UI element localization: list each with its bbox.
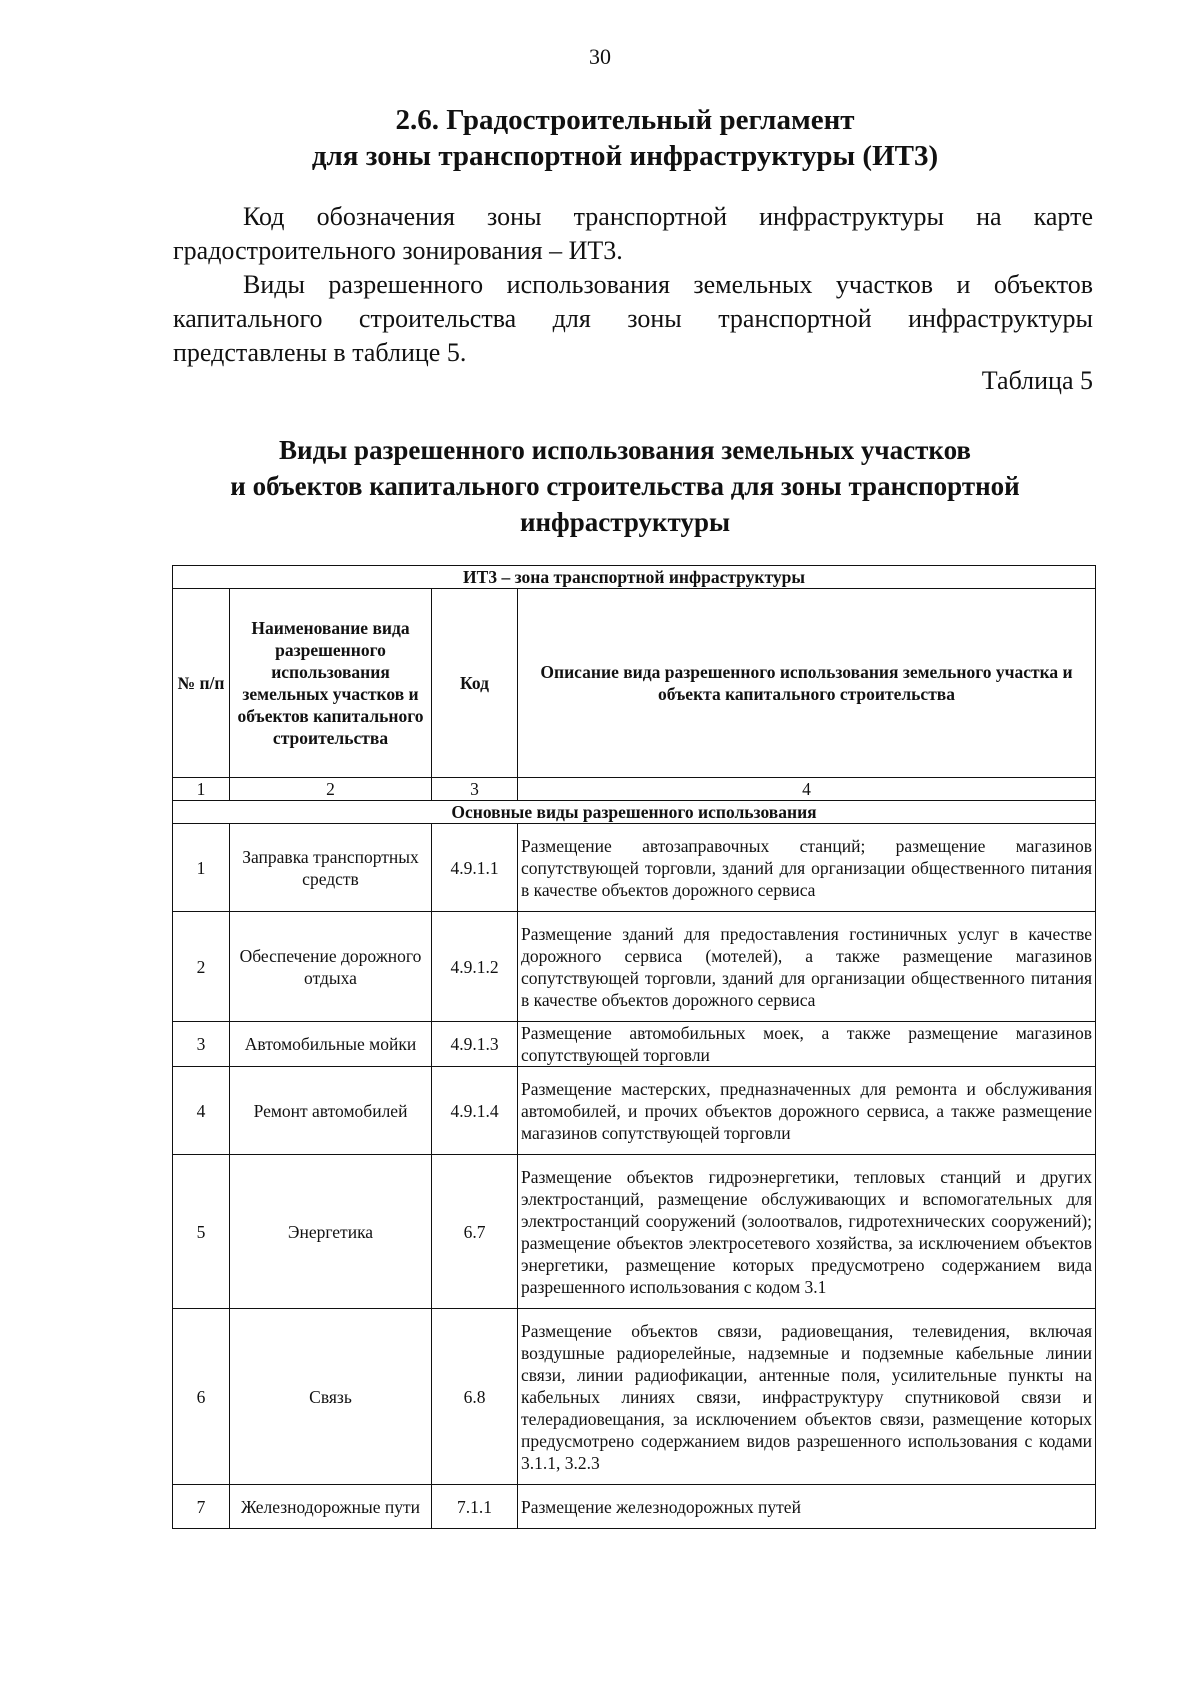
header-name: Наименование вида разрешенного использования земельных участков и объектов капитального строительства	[230, 589, 432, 778]
row-code: 4.9.1.1	[432, 824, 518, 912]
table-title-line-3: инфраструктуры	[519, 507, 731, 537]
table-row	[173, 1067, 1096, 1155]
row-code: 6.7	[432, 1155, 518, 1309]
header-code: Код	[432, 589, 518, 778]
row-description: Размещение мастерских, предназначенных для ремонта и обслуживания автомобилей, и прочих объектов дорожного сервиса, а также размещение магазинов сопутствующей торговли	[518, 1067, 1096, 1155]
row-code: 7.1.1	[432, 1485, 518, 1529]
table-zone-header-row	[173, 566, 1096, 589]
row-code: 6.8	[432, 1309, 518, 1485]
row-num: 2	[173, 912, 230, 1022]
row-name: Ремонт автомобилей	[230, 1067, 432, 1155]
row-name: Заправка транспортных средств	[230, 824, 432, 912]
row-name: Связь	[230, 1309, 432, 1485]
zone-header: ИТ3 – зона транспортной инфраструктуры	[173, 566, 1096, 589]
table-header-row	[173, 589, 1096, 778]
row-description: Размещение железнодорожных путей	[518, 1485, 1096, 1529]
row-description: Размещение зданий для предоставления гостиничных услуг в качестве дорожного сервиса (мотелей), а также размещение магазинов сопутствующей торговли, зданий для организации общественного питания в качестве объектов дорожного сервиса	[518, 912, 1096, 1022]
row-name: Обеспечение дорожного отдыха	[230, 912, 432, 1022]
table-row	[173, 912, 1096, 1022]
row-description: Размещение объектов связи, радиовещания, телевидения, включая воздушные радиорелейные, надземные и подземные кабельные линии связи, линии радиофикации, антенные поля, усилительные пункты на кабельных линиях связи, инфраструктуру спутниковой связи и телерадиовещания, за исключением объектов связи, размещение которых предусмотрено содержанием видов разрешенного использования с кодами 3.1.1, 3.2.3	[518, 1309, 1096, 1485]
row-num: 5	[173, 1155, 230, 1309]
column-number: 2	[230, 778, 432, 801]
row-code: 4.9.1.3	[432, 1022, 518, 1067]
row-description: Размещение автомобильных моек, а также размещение магазинов сопутствующей торговли	[518, 1022, 1096, 1067]
section-title-line-2: для зоны транспортной инфраструктуры (ИТ3)	[311, 140, 939, 172]
page-number: 30	[589, 44, 611, 69]
column-number: 3	[432, 778, 518, 801]
row-code: 4.9.1.4	[432, 1067, 518, 1155]
row-name: Автомобильные мойки	[230, 1022, 432, 1067]
row-num: 7	[173, 1485, 230, 1529]
column-number: 4	[518, 778, 1096, 801]
row-num: 3	[173, 1022, 230, 1067]
intro-paragraph-2: Виды разрешенного использования земельных участков и объектов капитального строительства для зоны транспортной инфраструктуры представлены в таблице 5.	[173, 270, 1093, 367]
table-row	[173, 1485, 1096, 1529]
row-description: Размещение автозаправочных станций; размещение магазинов сопутствующей торговли, зданий для организации общественного питания в качестве объектов дорожного сервиса	[518, 824, 1096, 912]
row-num: 6	[173, 1309, 230, 1485]
table-title-line-2: и объектов капитального строительства для зоны транспортной	[230, 471, 1020, 501]
row-name: Энергетика	[230, 1155, 432, 1309]
column-number-row	[173, 778, 1096, 801]
table-row	[173, 1022, 1096, 1067]
table-row	[173, 1155, 1096, 1309]
section-title	[160, 102, 1090, 174]
row-num: 4	[173, 1067, 230, 1155]
table-title-line-1: Виды разрешенного использования земельных участков	[279, 435, 971, 465]
row-description: Размещение объектов гидроэнергетики, тепловых станций и других электростанций, размещение обслуживающих и вспомогательных для электростанций сооружений (золоотвалов, гидротехнических сооружений); размещение объектов электросетевого хозяйства, за исключением объектов энергетики, размещение которых предусмотрено содержанием вида разрешенного использования с кодом 3.1	[518, 1155, 1096, 1309]
row-code: 4.9.1.2	[432, 912, 518, 1022]
intro-paragraph-1: Код обозначения зоны транспортной инфраструктуры на карте градостроительного зонирования – ИТ3.	[173, 202, 1093, 265]
land-use-table	[172, 565, 1096, 1529]
section-title-line-1: 2.6. Градостроительный регламент	[395, 104, 855, 136]
group-header-row	[173, 801, 1096, 824]
group-header: Основные виды разрешенного использования	[173, 801, 1096, 824]
header-description: Описание вида разрешенного использования земельного участка и объекта капитального строительства	[518, 589, 1096, 778]
column-number: 1	[173, 778, 230, 801]
table-caption: Таблица 5	[981, 366, 1093, 395]
table-row	[173, 1309, 1096, 1485]
row-num: 1	[173, 824, 230, 912]
table-row	[173, 824, 1096, 912]
row-name: Железнодорожные пути	[230, 1485, 432, 1529]
table-title	[160, 432, 1090, 540]
intro-text	[173, 200, 1093, 370]
header-num: № п/п	[173, 589, 230, 778]
